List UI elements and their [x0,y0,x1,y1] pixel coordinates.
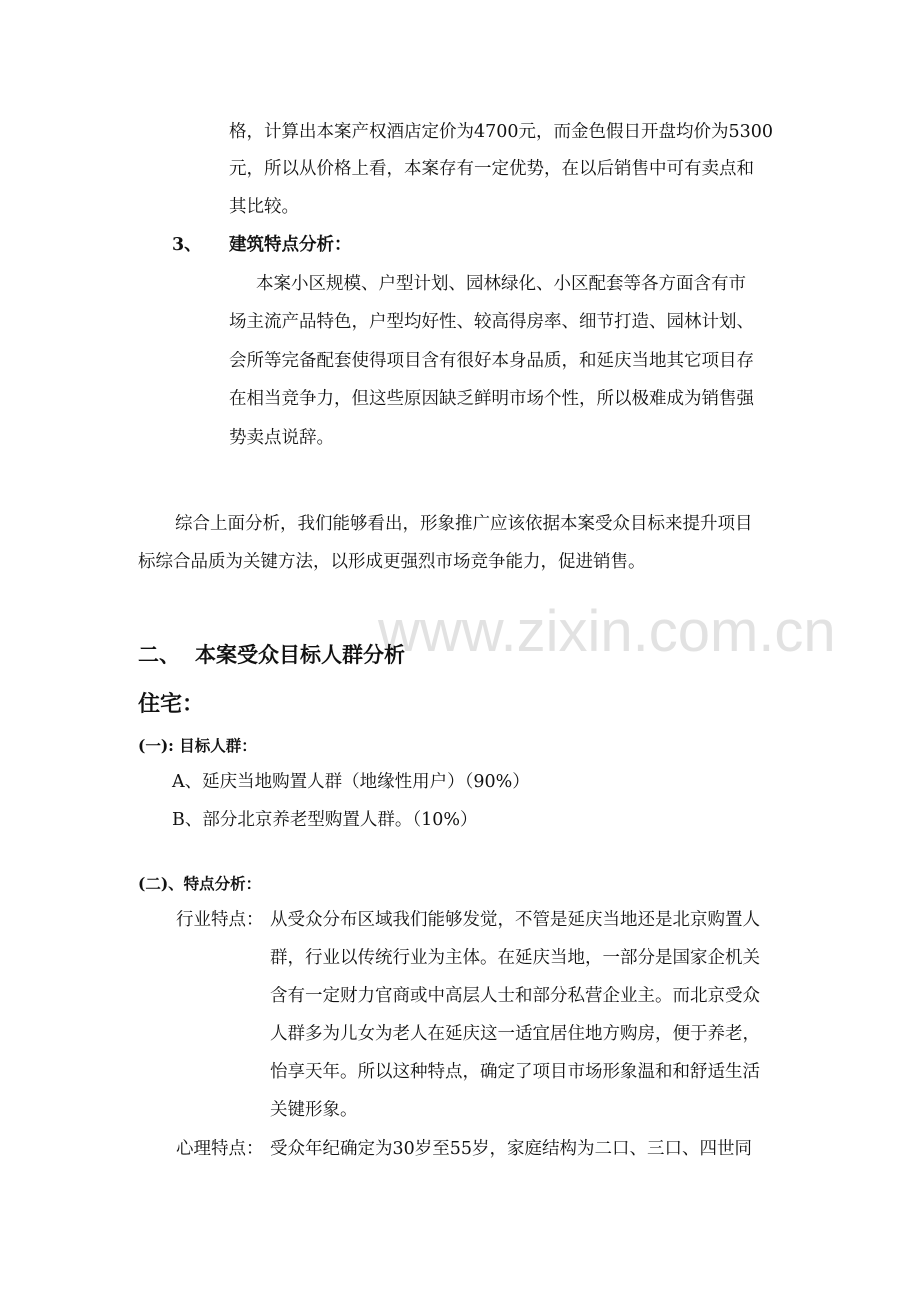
industry-line-5: 怡享天年。所以这种特点，确定了项目市场形象温和和舒适生活 [270,1062,760,1082]
industry-line-1: 从受众分布区域我们能够发觉，不管是延庆当地还是北京购置人 [270,910,760,930]
industry-line-6: 关键形象。 [270,1100,358,1120]
item3-paragraph-line-3: 会所等完备配套使得项目含有很好本身品质，和延庆当地其它项目存 [229,351,754,371]
price-paragraph-line-1: 格，计算出本案产权酒店定价为4700元，而金色假日开盘均价为5300 [229,122,774,142]
target-item-b: B、部分北京养老型购置人群。（10%） [172,810,478,830]
psych-label: 心理特点： [176,1139,264,1159]
item3-paragraph-line-1: 本案小区规模、户型计划、园林绿化、小区配套等各方面含有市 [256,274,746,294]
watermark: www.zixin.com.cn [378,599,836,664]
item3-heading: 建筑特点分析： [229,235,352,255]
price-paragraph-line-3: 其比较。 [229,197,299,217]
summary-line-1: 综合上面分析，我们能够看出，形象推广应该依据本案受众目标来提升项目 [175,514,753,534]
industry-line-4: 人群多为儿女为老人在延庆这一适宜居住地方购房，便于养老， [270,1024,760,1044]
target-item-a: A、延庆当地购置人群（地缘性用户）（90%） [172,772,530,792]
section2-title: 本案受众目标人群分析 [195,642,405,667]
industry-line-2: 群，行业以传统行业为主体。在延庆当地，一部分是国家企机关 [270,948,760,968]
item3-number: 3、 [172,235,202,255]
section2-number: 二、 [138,642,180,667]
psych-line-1: 受众年纪确定为30岁至55岁，家庭结构为二口、三口、四世同 [270,1139,753,1159]
item3-paragraph-line-5: 势卖点说辞。 [229,428,334,448]
target-group-heading: (一): 目标人群： [138,736,257,755]
summary-line-2: 标综合品质为关键方法，以形成更强烈市场竞争能力，促进销售。 [138,552,646,572]
features-heading: (二)、特点分析： [138,874,262,893]
item3-paragraph-line-2: 场主流产品特色，户型均好性、较高得房率、细节打造、园林计划、 [229,312,754,332]
industry-label: 行业特点： [176,910,264,930]
industry-line-3: 含有一定财力官商或中高层人士和部分私营企业主。而北京受众 [270,986,760,1006]
item3-paragraph-line-4: 在相当竞争力，但这些原因缺乏鲜明市场个性，所以极难成为销售强 [229,389,754,409]
price-paragraph-line-2: 元，所以从价格上看，本案存有一定优势，在以后销售中可有卖点和 [229,159,754,179]
residential-heading: 住宅： [138,691,205,717]
